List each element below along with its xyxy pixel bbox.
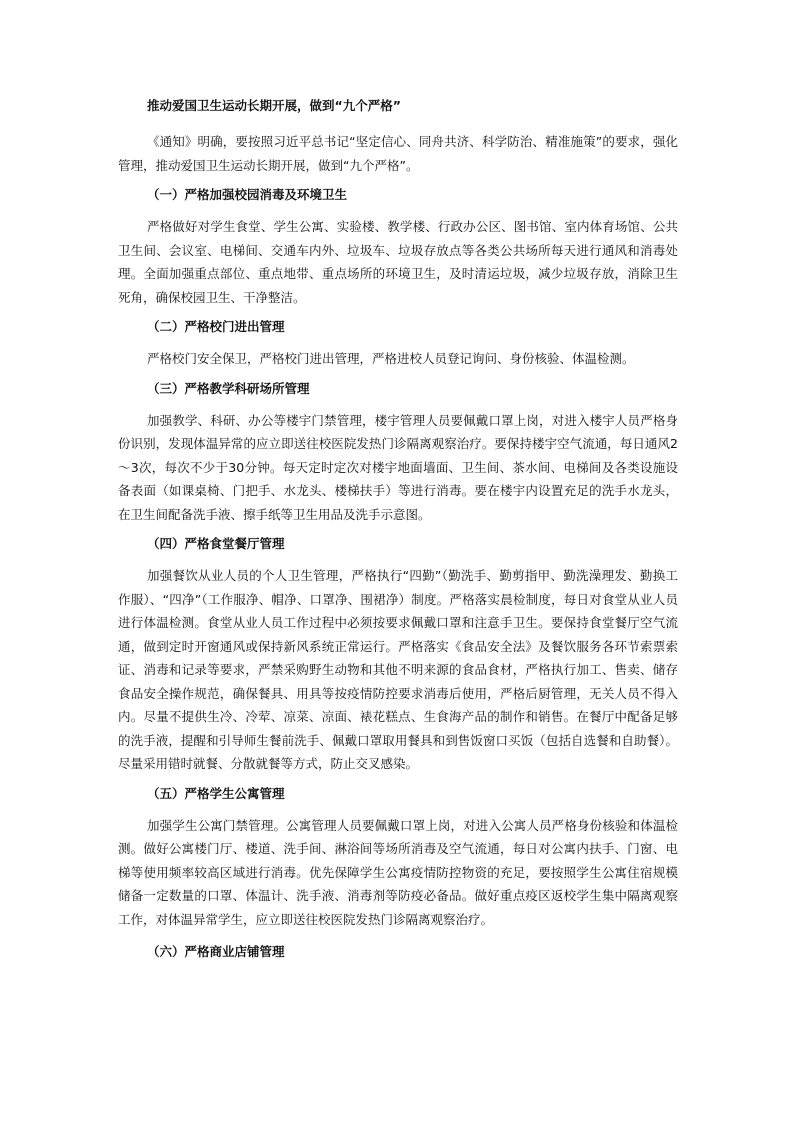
document-page [118, 97, 678, 972]
section-body-4: 加强餐饮从业人员的个人卫生管理，严格执行“四勤”（勤洗手、勤剪指甲、勤洗澡理发、勤换工作服）、“四净”（工作服净、帽净、口罩净、围裙净）制度。严格落实晨检制度，每日对食堂从业人员进行体温检测。食堂从业人员工作过程中必须按要求佩戴口罩和注意手卫生。要保持食堂餐厅空气流通，做到定时开窗通风或保持新风系统正常运行。严格落实《食品安全法》及餐饮服务各环节索票索证、消毒和记录等要求，严禁采购野生动物和其他不明来源的食品食材，严格执行加工、售卖、储存食品安全操作规范，确保餐具、用具等按疫情防控要求消毒后使用，严格后厨管理，无关人员不得入内。尽量不提供生冷、冷荤、凉菜、凉面、裱花糕点、生食海产品的制作和销售。在餐厅中配备足够的洗手液，提醒和引导师生餐前洗手、佩戴口罩取用餐具和到售饭窗口买饭（包括自选餐和自助餐）。尽量采用错时就餐、分散就餐等方式，防止交叉感染。 [118, 568, 678, 771]
section-heading-2: （二）严格校门进出管理 [147, 319, 285, 334]
section-heading-4: （四）严格食堂餐厅管理 [147, 536, 285, 551]
intro-paragraph: 《通知》明确，要按照习近平总书记“坚定信心、同舟共济、科学防治、精准施策”的要求，强化管理，推动爱国卫生运动长期开展，做到“九个严格”。 [118, 134, 678, 173]
section-heading-6: （六）严格商业店铺管理 [147, 944, 285, 959]
section-body-1: 严格做好对学生食堂、学生公寓、实验楼、教学楼、行政办公区、图书馆、室内体育场馆、公共卫生间、会议室、电梯间、交通车内外、垃圾车、垃圾存放点等各类公共场所每天进行通风和消毒处理。全面加强重点部位、重点地带、重点场所的环境卫生，及时清运垃圾，减少垃圾存放，消除卫生死角，确保校园卫生、干净整洁。 [118, 219, 678, 305]
section-body-2: 严格校门安全保卫，严格校门进出管理，严格进校人员登记询问、身份核验、体温检测。 [147, 351, 635, 366]
section-heading-5: （五）严格学生公寓管理 [147, 785, 285, 801]
section-heading-3: （三）严格教学科研场所管理 [147, 380, 310, 396]
section-heading-1: （一）严格加强校园消毒及环境卫生 [147, 187, 348, 202]
section-body-3: 加强教学、科研、办公等楼宇门禁管理，楼宇管理人员要佩戴口罩上岗，对进入楼宇人员严格身份识别，发现体温异常的应立即送往校医院发热门诊隔离观察治疗。要保持楼宇空气流通，每日通风2～3次，每次不少于30分钟。每天定时定次对楼宇地面墙面、卫生间、茶水间、电梯间及各类设施设备表面（如课桌椅、门把手、水龙头、楼梯扶手）等进行消毒。要在楼宇内设置充足的洗手水龙头，在卫生间配备洗手液、擦手纸等卫生用品及洗手示意图。 [118, 412, 678, 522]
section-body-5: 加强学生公寓门禁管理。公寓管理人员要佩戴口罩上岗，对进入公寓人员严格身份核验和体温检测。做好公寓楼门厅、楼道、洗手间、淋浴间等场所消毒及空气流通，每日对公寓内扶手、门窗、电梯等使用频率较高区域进行消毒。优先保障学生公寓疫情防控物资的充足，要按照学生公寓住宿规模储备一定数量的口罩、体温计、洗手液、消毒剂等防疫必备品。做好重点疫区返校学生集中隔离观察工作，对体温异常学生，应立即送往校医院发热门诊隔离观察治疗。 [118, 817, 678, 927]
document-title: 推动爱国卫生运动长期开展，做到“九个严格” [147, 98, 401, 113]
